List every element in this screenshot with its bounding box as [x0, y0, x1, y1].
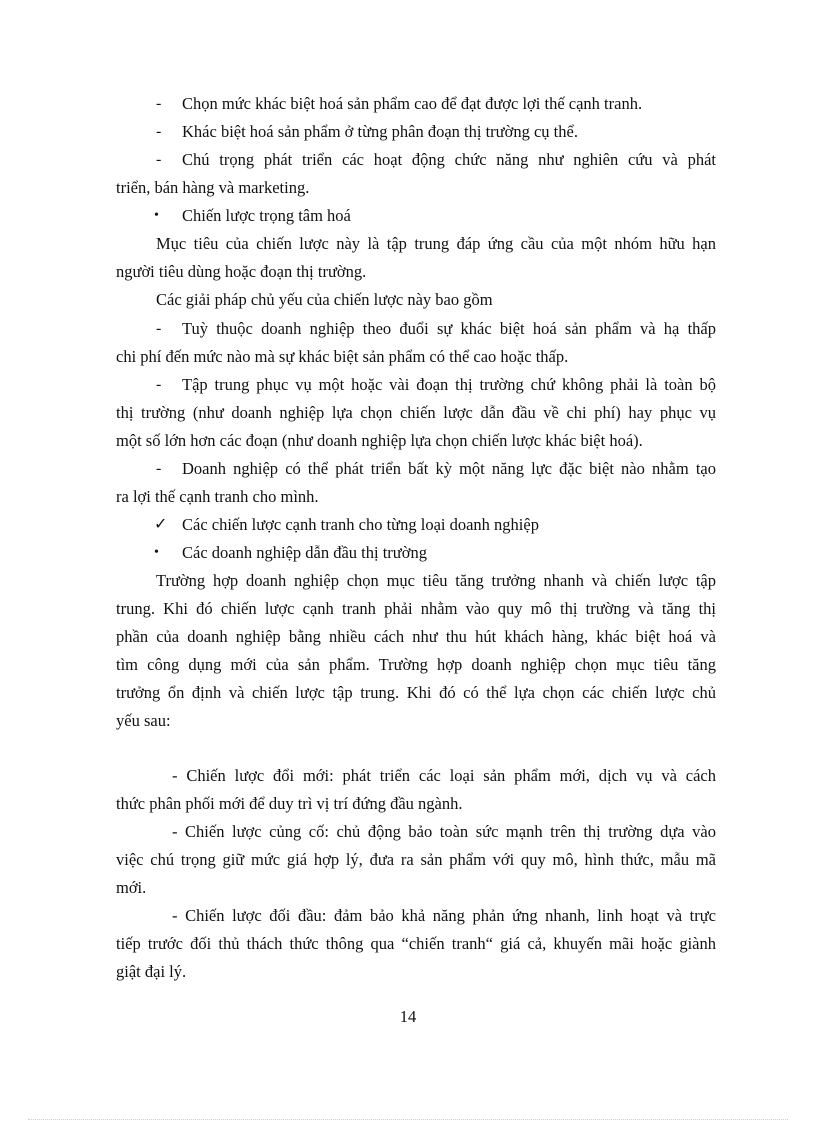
- list-item-text: ra lợi thế cạnh tranh cho mình.: [116, 487, 319, 506]
- strategy-item: việc chú trọng giữ mức giá hợp lý, đưa ra sản phẩm với quy mô, hình thức, mẫu mã: [116, 850, 716, 869]
- dash-marker: -: [156, 123, 162, 140]
- paragraph-line: người tiêu dùng hoặc đoạn thị trường.: [116, 262, 367, 281]
- page-bottom-divider: [28, 1119, 788, 1120]
- list-item-text: Khác biệt hoá sản phẩm ở từng phân đoạn thị trường cụ thể.: [182, 122, 578, 141]
- dash-marker: -: [156, 320, 162, 337]
- list-item-text: Chọn mức khác biệt hoá sản phẩm cao để đạt được lợi thế cạnh tranh.: [182, 94, 643, 113]
- paragraph-line: Các giải pháp chủ yếu của chiến lược này bao gồm: [156, 290, 493, 309]
- section-heading: Chiến lược trọng tâm hoá: [182, 206, 351, 225]
- strategy-item: tiếp trước đối thủ thách thức thông qua “chiến tranh“ giá cả, khuyến mãi hoặc giành: [116, 934, 716, 953]
- section-heading: Các doanh nghiệp dẫn đầu thị trường: [182, 543, 427, 562]
- strategy-item: - Chiến lược củng cố: chủ động bảo toàn sức mạnh trên thị trường dựa vào: [172, 822, 716, 841]
- paragraph-line: trưởng ổn định và chiến lược tập trung. Khi đó có thể lựa chọn các chiến lược chủ: [116, 683, 716, 702]
- dash-marker: -: [156, 460, 162, 477]
- bullet-icon: •: [154, 208, 159, 223]
- paragraph-line: tìm công dụng mới của sản phẩm. Trường hợp doanh nghiệp chọn mục tiêu tăng: [116, 655, 716, 674]
- list-item-text: Tập trung phục vụ một hoặc vài đoạn thị trường chứ không phải là toàn bộ: [182, 375, 716, 394]
- paragraph-line: trung. Khi đó chiến lược cạnh tranh phải nhằm vào quy mô thị trường và tăng thị: [116, 599, 716, 618]
- strategy-item: - Chiến lược đối đầu: đảm bảo khả năng phản ứng nhanh, linh hoạt và trực: [172, 906, 716, 925]
- list-item-text: triển, bán hàng và marketing.: [116, 178, 310, 197]
- dash-marker: -: [156, 151, 162, 168]
- checkmark-icon: ✓: [154, 516, 168, 533]
- bullet-icon: •: [154, 545, 159, 560]
- paragraph-line: Trường hợp doanh nghiệp chọn mục tiêu tăng trưởng nhanh và chiến lược tập: [156, 571, 716, 590]
- strategy-item: - Chiến lược đổi mới: phát triển các loại sản phẩm mới, dịch vụ và cách: [172, 766, 716, 785]
- strategy-item: thức phân phối mới để duy trì vị trí đứng đầu ngành.: [116, 794, 463, 813]
- paragraph-line: Mục tiêu của chiến lược này là tập trung đáp ứng cầu của một nhóm hữu hạn: [156, 234, 716, 253]
- list-item-text: Chú trọng phát triển các hoạt động chức năng như nghiên cứu và phát: [182, 150, 716, 169]
- paragraph-line: phần của doanh nghiệp bằng nhiều cách như thu hút khách hàng, khác biệt hoá và: [116, 627, 716, 646]
- page-number: 14: [399, 1007, 417, 1026]
- dash-marker: -: [156, 376, 162, 393]
- list-item-text: Tuỳ thuộc doanh nghiệp theo đuổi sự khác biệt hoá sản phẩm và hạ thấp: [182, 319, 716, 338]
- strategy-item: mới.: [116, 878, 147, 897]
- list-item-text: chi phí đến mức nào mà sự khác biệt sản phẩm có thể cao hoặc thấp.: [116, 347, 569, 366]
- list-item-text: thị trường (như doanh nghiệp lựa chọn chiến lược dẫn đầu về chi phí) hay phục vụ: [116, 403, 716, 422]
- dash-marker: -: [156, 95, 162, 112]
- list-item-text: Doanh nghiệp có thể phát triển bất kỳ một năng lực đặc biệt nào nhằm tạo: [182, 459, 716, 478]
- strategy-item: giật đại lý.: [116, 962, 187, 981]
- list-item-text: một số lớn hơn các đoạn (như doanh nghiệp lựa chọn chiến lược khác biệt hoá).: [116, 431, 643, 450]
- paragraph-line: yếu sau:: [116, 711, 171, 730]
- section-heading: Các chiến lược cạnh tranh cho từng loại doanh nghiệp: [182, 515, 539, 534]
